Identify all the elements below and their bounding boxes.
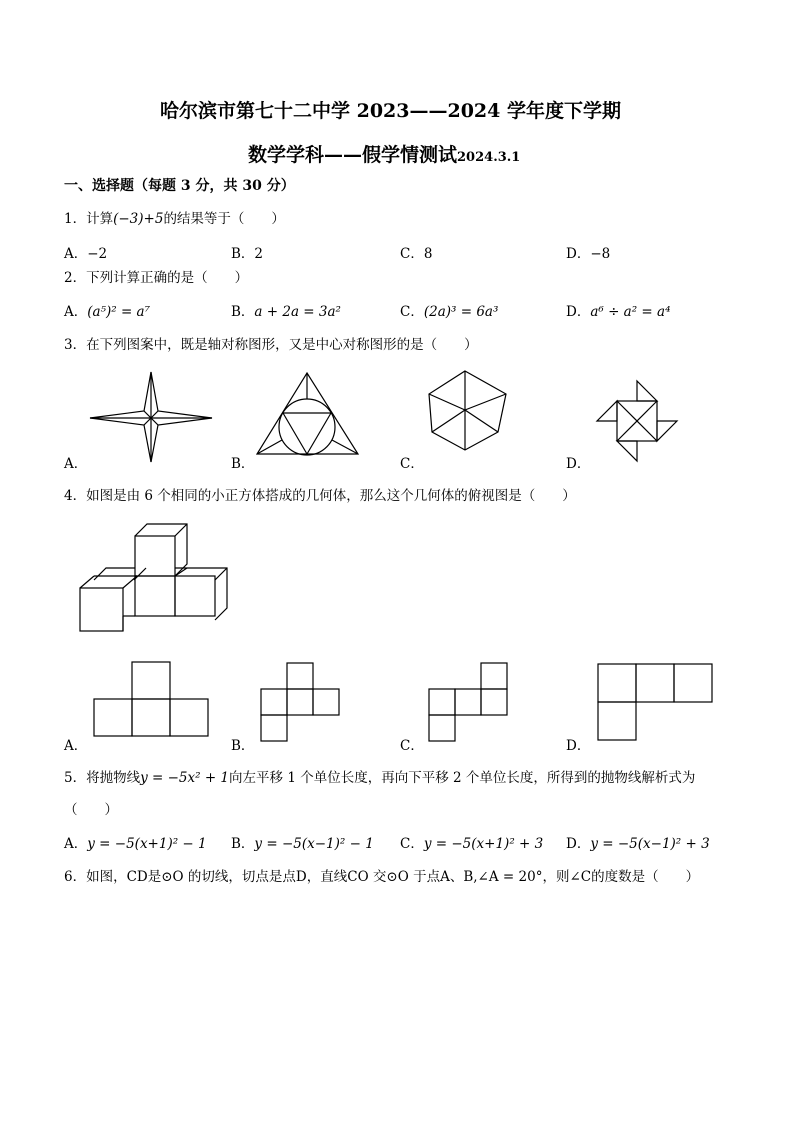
q5-pre: 5．将抛物线 — [64, 770, 141, 786]
q5-option-b[interactable] — [231, 832, 374, 852]
option-label: D． — [566, 836, 591, 852]
q1-expression: (−3)+5 — [113, 211, 164, 227]
subtitle-text: 数学学科——假学情测试 — [248, 144, 458, 166]
question-5-stem — [64, 766, 695, 786]
q2-option-c[interactable] — [400, 300, 498, 320]
q2-option-a[interactable] — [64, 300, 150, 320]
option-text: y = −5(x−1)² + 3 — [590, 836, 710, 852]
option-label: D． — [566, 246, 591, 262]
question-3-stem: 3．在下列图案中，既是轴对称图形，又是中心对称图形的是（ ） — [64, 337, 478, 353]
q4-option-c-figure — [428, 662, 510, 742]
q2-option-b[interactable] — [231, 300, 341, 320]
question-6-stem: 6．如图，CD是⊙O 的切线，切点是点D，直线CO 交⊙O 于点A、B,∠A = 20°，则∠C的度数是（ ） — [64, 869, 700, 885]
q4-option-b[interactable]: B． — [231, 738, 255, 754]
q5-option-d[interactable] — [566, 832, 710, 852]
q1-pre: 1．计算 — [64, 211, 114, 227]
question-2-stem: 2．下列计算正确的是（ ） — [64, 270, 249, 286]
page-subtitle — [248, 140, 520, 167]
option-text: 2 — [254, 246, 264, 262]
option-label: C． — [400, 246, 424, 262]
option-text: −8 — [590, 246, 611, 262]
q4-option-b-figure — [260, 662, 342, 742]
question-1-stem — [64, 207, 285, 227]
option-label: A． — [64, 246, 88, 262]
q4-option-c[interactable]: C． — [400, 738, 424, 754]
question-4-stem: 4．如图是由 6 个相同的小正方体搭成的几何体，那么这个几何体的俯视图是（ ） — [64, 488, 576, 504]
option-text: a + 2a = 3a² — [254, 304, 341, 320]
q1-option-b[interactable] — [231, 242, 263, 262]
option-label: B． — [231, 304, 255, 320]
option-label: C． — [400, 304, 424, 320]
option-label: A． — [64, 836, 88, 852]
q3-figure-d-pinwheel — [596, 380, 678, 462]
q4-option-a[interactable]: A． — [64, 738, 88, 754]
option-label: C． — [400, 836, 424, 852]
option-text: (2a)³ = 6a³ — [423, 304, 499, 320]
q4-option-d[interactable]: D． — [566, 738, 591, 754]
q1-post: 的结果等于（ ） — [163, 211, 285, 227]
q5-option-a[interactable] — [64, 832, 207, 852]
section-heading: 一、选择题（每题 3 分，共 30 分） — [64, 178, 295, 194]
q2-option-d[interactable] — [566, 300, 671, 320]
q1-option-d[interactable] — [566, 242, 610, 262]
option-text: (a⁵)² = a⁷ — [87, 304, 151, 320]
q1-option-c[interactable] — [400, 242, 432, 262]
q4-option-d-figure — [596, 662, 714, 744]
q3-option-d[interactable]: D． — [566, 456, 591, 472]
page-title: 哈尔滨市第七十二中学 2023——2024 学年度下学期 — [160, 100, 621, 122]
q3-figure-c-pentagon — [428, 370, 510, 452]
q1-option-a[interactable] — [64, 242, 107, 262]
q3-option-b[interactable]: B． — [231, 456, 255, 472]
option-text: a⁶ ÷ a² = a⁴ — [590, 304, 671, 320]
q3-figure-b-triangle-circle — [256, 372, 360, 456]
option-text: y = −5(x−1)² − 1 — [254, 836, 374, 852]
option-text: y = −5(x+1)² + 3 — [423, 836, 544, 852]
q5-expression: y = −5x² + 1 — [140, 770, 230, 786]
test-date: 2024.3.1 — [457, 150, 521, 165]
q3-option-a[interactable]: A． — [64, 456, 88, 472]
q5-post: 向左平移 1 个单位长度，再向下平移 2 个单位长度，所得到的抛物线解析式为 — [229, 770, 696, 786]
question-5-stem-line2: （ ） — [64, 802, 118, 818]
q3-figure-a-star — [88, 372, 214, 464]
option-label: A． — [64, 304, 88, 320]
q5-option-c[interactable] — [400, 832, 543, 852]
q4-cube-solid-figure — [80, 520, 232, 632]
option-label: B． — [231, 246, 255, 262]
option-label: D． — [566, 304, 591, 320]
option-label: B． — [231, 836, 255, 852]
option-text: 8 — [423, 246, 433, 262]
q3-option-c[interactable]: C． — [400, 456, 424, 472]
option-text: −2 — [87, 246, 108, 262]
option-text: y = −5(x+1)² − 1 — [87, 836, 207, 852]
q4-option-a-figure — [94, 660, 210, 738]
